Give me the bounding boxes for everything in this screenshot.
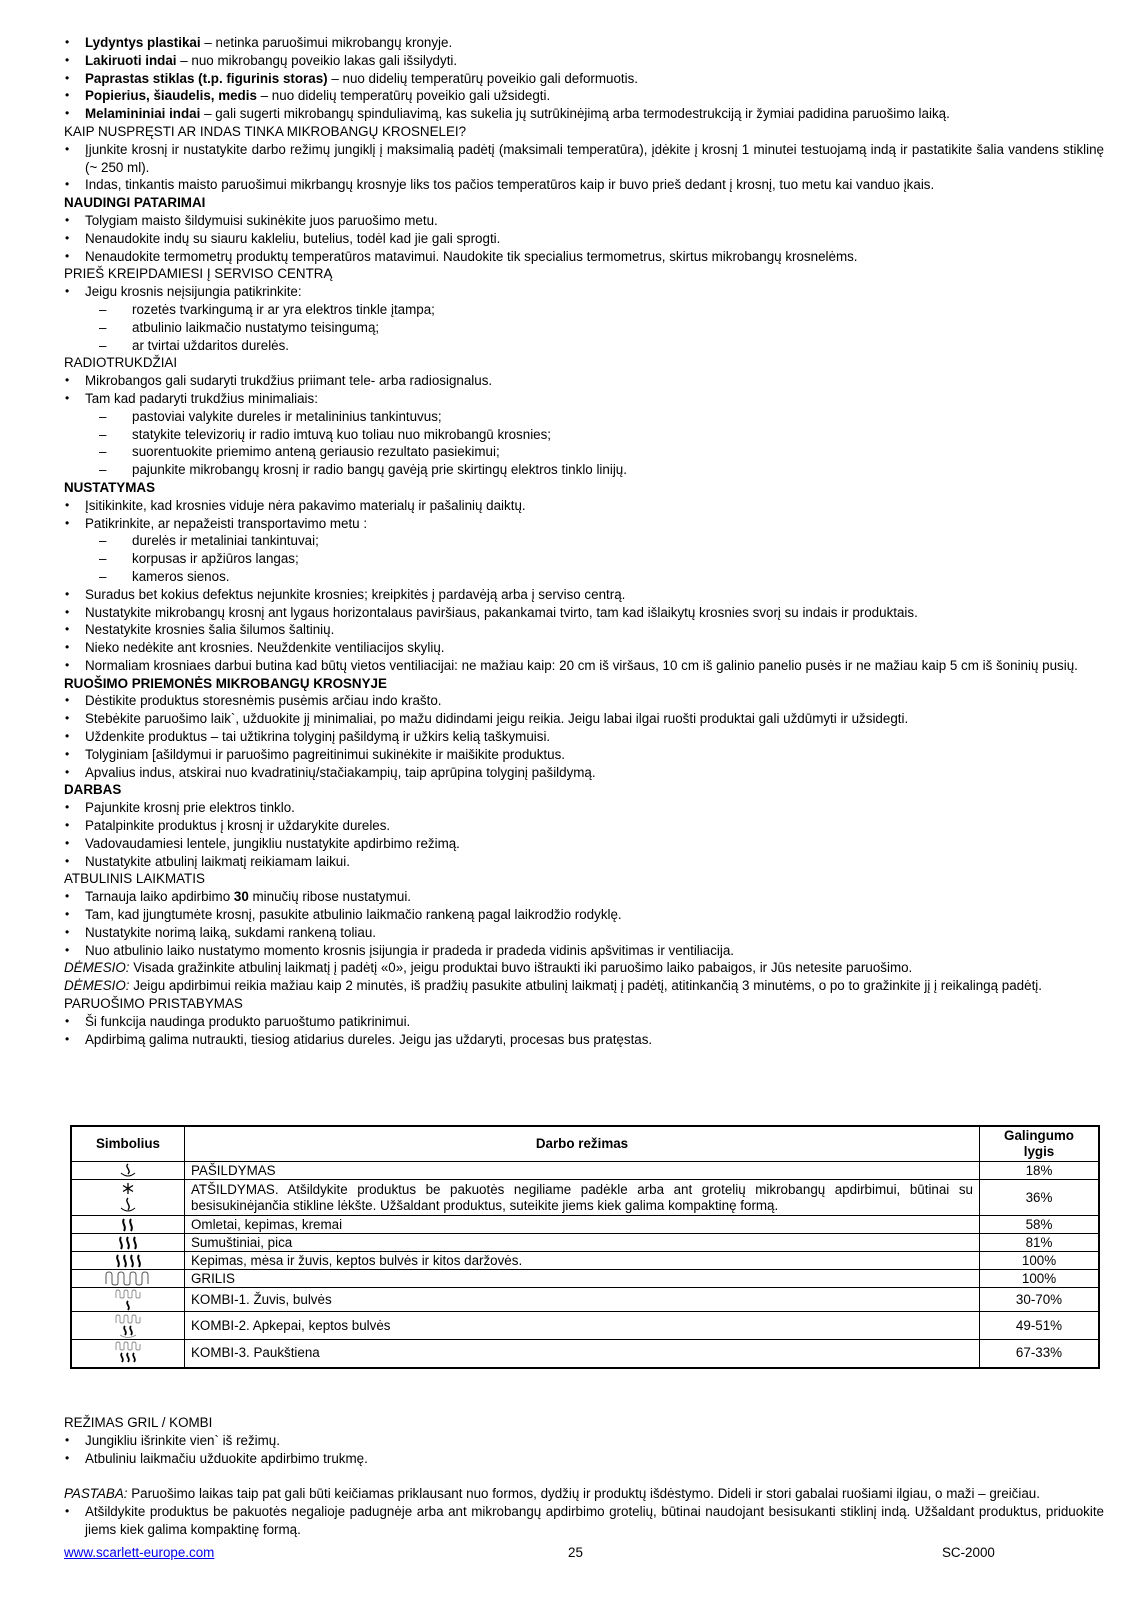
section-heading: REŽIMAS GRIL / KOMBI (64, 1415, 213, 1430)
list-item: • Nustatykite atbulinį laikmatį reikiamam laikui. (64, 853, 1104, 871)
table-row: Sumuštiniai, pica 81% (71, 1234, 1099, 1252)
list-item: • Normaliam krosniaes darbui butina kad būtų vietos ventiliacijai: ne mažiau kaip: 20 cm iš viršaus, 10 cm iš galinio panelio pusės ir ne mažiau kaip 5 cm iš šoninių pusių. (64, 657, 1104, 675)
table-row: PAŠILDYMAS 18% (71, 1162, 1099, 1180)
table-row: KOMBI-2. Apkepai, keptos bulvės 49-51% (71, 1312, 1099, 1340)
sub-list-item: – atbulinio laikmačio nustatymo teisingumą; (64, 319, 1104, 337)
section-heading: RADIOTRUKDŽIAI (64, 355, 178, 371)
materials-list (64, 34, 1104, 123)
section-heading: PRIEŠ KREIPDAMIESI Į SERVISO CENTRĄ (64, 266, 333, 282)
list-item: • Tolygiam maisto šildymuisi sukinėkite juos paruošimo metu. (64, 212, 1104, 230)
single-wave-icon (71, 1162, 185, 1180)
document-page (64, 34, 1104, 1537)
list-item: • Nenaudokite indų su siauru kakleliu, butelius, todėl kad jie gali sprogti. (64, 230, 1104, 248)
website-link[interactable]: www.scarlett-europe.com (64, 1545, 215, 1560)
sub-list-item: – suorentuokite priemimo anteną geriausio rezultato pasiekimui; (64, 443, 1104, 461)
list-item: • Stebėkite paruošimo laik`, užduokite jį minimaliai, po mažu didindami jeigu reikia. Jeigu labai ilgai ruošti produktai gali uždūmyti ir užsidegti. (64, 710, 1104, 728)
list-item: • Tolyginiam [ašildymui ir paruošimo pagreitinimui sukinėkite ir maišikite produktus. (64, 746, 1104, 764)
warning-paragraph: DĖMESIO: Jeigu apdirbimui reikia mažiau kaip 2 minutės, iš pradžių pasukite atbulinį laikmatį į padėtį, atitinkančią 3 minutėms, o po to gražinkite jį į reikalingą padėtį. (64, 978, 1042, 994)
list-item: • Paprastas stiklas (t.p. figurinis storas) – nuo didelių temperatūrų poveikio gali deformuotis. (64, 70, 1104, 88)
list-item: • Nestatykite krosnies šalia šilumos šaltinių. (64, 621, 1104, 639)
list-item: • Apvalius indus, atskirai nuo kvadratinių/stačiakampių, taip aprūpina tolyginį pašildymą. (64, 764, 1104, 782)
table-row: KOMBI-3. Paukštiena 67-33% (71, 1340, 1099, 1368)
section-heading: DARBAS (64, 782, 122, 798)
column-header-mode: Darbo režimas (185, 1126, 980, 1162)
power-modes-table (70, 1125, 1100, 1369)
table-row: KOMBI-1. Žuvis, bulvės 30-70% (71, 1288, 1099, 1312)
note-paragraph: PASTABA: Paruošimo laikas taip pat gali būti keičiamas priklausant nuo formos, dydžių ir produktų išdėstymo. Dideli ir stori gabalai ruošiami ilgiau, o maži – greičiau. (64, 1486, 1040, 1502)
list-item: • Patikrinkite, ar nepažeisti transportavimo metu : (64, 515, 1104, 533)
double-wave-icon (71, 1216, 185, 1234)
section-heading: PARUOŠIMO PRISTABYMAS (64, 996, 243, 1012)
sub-list-item: – korpusas ir apžiūros langas; (64, 550, 1104, 568)
list-item: • Lakiruoti indai – nuo mikrobangų poveikio lakas gali išsilydyti. (64, 52, 1104, 70)
section-heading: ATBULINIS LAIKMATIS (64, 871, 205, 887)
list-item: • Apdirbimą galima nutraukti, tiesiog atidarius dureles. Jeigu jas uždaryti, procesas bus pratęstas. (64, 1031, 1104, 1049)
grill-section (64, 1414, 1104, 1539)
sub-list-item: – durelės ir metaliniai tankintuvai; (64, 532, 1104, 550)
sub-list-item: – pastoviai valykite dureles ir metalininius tankintuvus; (64, 408, 1104, 426)
sub-list-item: – kameros sienos. (64, 568, 1104, 586)
section-heading: NUSTATYMAS (64, 479, 155, 495)
sub-list-item: – ar tvirtai uždaritos durelės. (64, 337, 1104, 355)
table-header-row (71, 1126, 1099, 1162)
list-item: • Nustatykite mikrobangų krosnį ant lygaus horizontalaus paviršiaus, pakankamai tvirto, tam kad išlaikytų krosnies svorį su indais ir produktais. (64, 604, 1104, 622)
list-item: • Nenaudokite termometrų produktų temperatūros matavimui. Naudokite tik specialius termometrus, skirtus mikrobangų krosnelėms. (64, 248, 1104, 266)
list-item: • Įjunkite krosnį ir nustatykite darbo režimų jungiklį į maksimalią padėtį (maksimali temperatūra), įdėkite į krosnį 1 minutei testuojamą indą ir pastatikite šalia vandens stiklinę (~ 250 ml). (64, 141, 1104, 177)
model-number: SC-2000 (942, 1545, 995, 1560)
list-item: • Suradus bet kokius defektus nejunkite krosnies; kreipkitės į pardavėją arba į serviso centrą. (64, 586, 1104, 604)
list-item: • Ši funkcija naudinga produkto paruoštumo patikrinimui. (64, 1013, 1104, 1031)
list-item: • Tam, kad įjungtumėte krosnį, pasukite atbulinio laikmačio rankeną pagal laikrodžio rodyklę. (64, 906, 1104, 924)
column-header-power: Galingumo lygis (980, 1126, 1100, 1162)
grill-icon (71, 1270, 185, 1288)
list-item: • Uždenkite produktus – tai užtikrina tolyginį pašildymą ir užkirs kelią taškymuisi. (64, 728, 1104, 746)
list-item: • Dėstikite produktus storesnėmis pusėmis arčiau indo krašto. (64, 692, 1104, 710)
list-item: • Tam kad padaryti trukdžius minimaliais: (64, 390, 1104, 408)
combi-3-icon (71, 1340, 185, 1368)
list-item: • Melamininiai indai – gali sugerti mikrobangų spinduliavimą, kas sukelia jų sutrūkinėjimą arba termodestrukciją ir žymiai padidina paruošimo laiką. (64, 105, 1104, 123)
list-item: • Indas, tinkantis maisto paruošimui mikrbangų krosnyje liks tos pačios temperatūros kaip ir buvo prieš dedant į krosnį, tuo metu kai vanduo įkais. (64, 176, 1104, 194)
list-item: • Lydyntys plastikai – netinka paruošimui mikrobangų kronyje. (64, 34, 1104, 52)
list-item: • Jeigu krosnis neįsijungia patikrinkite: (64, 283, 1104, 301)
table-row: ATŠILDYMAS. Atšildykite produktus be pakuotės negiliame padėkle arba ant grotelių mikrobangų apdirbimui, būtinai su besisukinėjančia stikline lėkšte. Užšaldant produktus, suteikite jiems kiek galima kompaktinę formą. 36% (71, 1180, 1099, 1216)
section-heading: KAIP NUSPRĘSTI AR INDAS TINKA MIKROBANGŲ KROSNELEI? (64, 123, 467, 139)
combi-1-icon (71, 1288, 185, 1312)
table-row: GRILIS 100% (71, 1270, 1099, 1288)
list-item: • Nieko nedėkite ant krosnies. Neuždenkite ventiliacijos skylių. (64, 639, 1104, 657)
list-item: • Popierius, šiaudelis, medis – nuo didelių temperatūrų poveikio gali užsidegti. (64, 87, 1104, 105)
list-item: • Nuo atbulinio laiko nustatymo momento krosnis įsijungia ir pradeda ir pradeda vidinis apšvitimas ir ventiliacija. (64, 942, 1104, 960)
table-row: Omletai, kepimas, kremai 58% (71, 1216, 1099, 1234)
section-heading: RUOŠIMO PRIEMONĖS MIKROBANGŲ KROSNYJE (64, 675, 387, 691)
snowflake-wave-icon (71, 1180, 185, 1216)
warning-paragraph: DĖMESIO: Visada gražinkite atbulinį laikmatį į padėtį «0», jeigu produktai buvo ištraukti iki paruošimo laiko pabaigos, ir Jūs netesite paruošimo. (64, 960, 913, 976)
list-item: • Atšildykite produktus be pakuotės negalioje padugnėje arba ant mikrobangų apdirbimo grotelių, būtinai naudojant besisukanti stiklinį indą. Užšaldant produktus, priduokite jiems kiek galima kompaktinę formą. (64, 1503, 1104, 1539)
list-item: • Pajunkite krosnį prie elektros tinklo. (64, 799, 1104, 817)
list-item: • Nustatykite norimą laiką, sukdami rankeną toliau. (64, 924, 1104, 942)
quad-wave-icon (71, 1252, 185, 1270)
list-item: • Jungikliu išrinkite vien` iš režimų. (64, 1432, 1104, 1450)
list-item: • Įsitikinkite, kad krosnies viduje nėra pakavimo materialų ir pašalinių daiktų. (64, 497, 1104, 515)
section-heading: NAUDINGI PATARIMAI (64, 195, 206, 211)
list-item: • Mikrobangos gali sudaryti trukdžius priimant tele- arba radiosignalus. (64, 372, 1104, 390)
list-item: • Vadovaudamiesi lentele, jungikliu nustatykite apdirbimo režimą. (64, 835, 1104, 853)
combi-2-icon (71, 1312, 185, 1340)
triple-wave-icon (71, 1234, 185, 1252)
page-number: 25 (568, 1545, 583, 1560)
column-header-symbol: Simbolius (71, 1126, 185, 1162)
sub-list-item: – pajunkite mikrobangų krosnį ir radio bangų gavėją prie skirtingų elektros tinklo linijų. (64, 461, 1104, 479)
sub-list-item: – statykite televizorių ir radio imtuvą kuo toliau nuo mikrobangū krosnies; (64, 426, 1104, 444)
list-item: • Tarnauja laiko apdirbimo 30 minučių ribose nustatymui. (64, 888, 1104, 906)
list-item: • Patalpinkite produktus į krosnį ir uždarykite dureles. (64, 817, 1104, 835)
sub-list-item: – rozetės tvarkingumą ir ar yra elektros tinkle įtampa; (64, 301, 1104, 319)
table-row: Kepimas, mėsa ir žuvis, keptos bulvės ir kitos daržovės. 100% (71, 1252, 1099, 1270)
list-item: • Atbuliniu laikmačiu užduokite apdirbimo trukmę. (64, 1450, 1104, 1468)
